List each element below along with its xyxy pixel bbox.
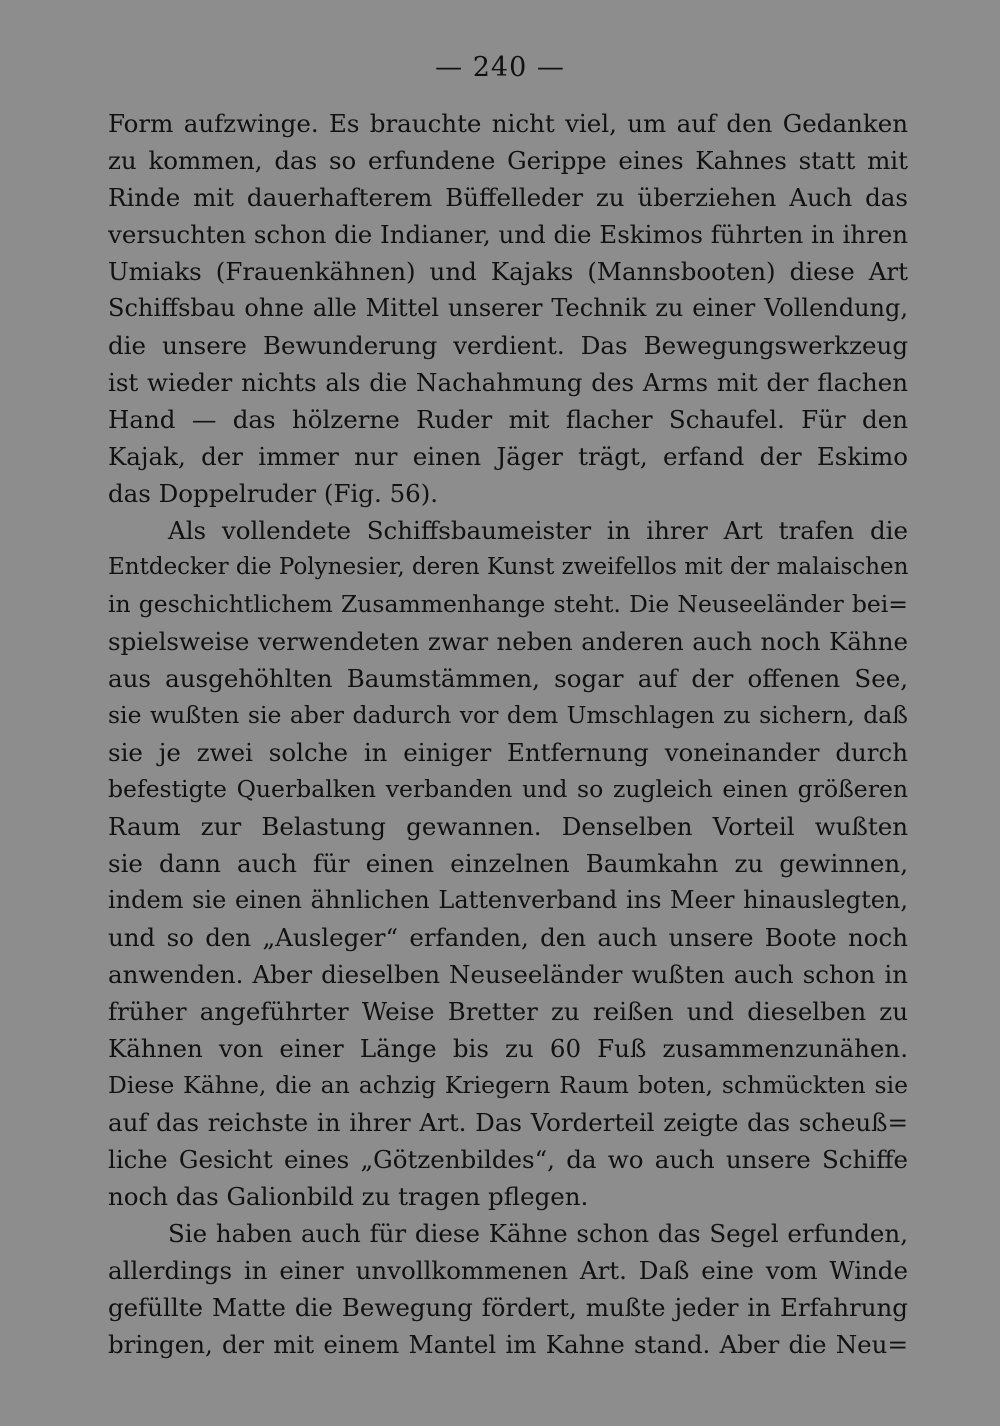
- text-line: bringen, der mit einem Mantel im Kahne stand. Aber die Neu=: [108, 1330, 908, 1359]
- text-line: befestigte Querbalken verbanden und so zugleich einen größeren: [108, 775, 908, 803]
- text-line: indem sie einen ähnlichen Lattenverband ins Meer hinauslegten,: [108, 886, 908, 914]
- text-line: die unsere Bewunderung verdient. Das Bewegungswerkzeug: [108, 331, 908, 360]
- text-line: allerdings in einer unvollkommenen Art. Daß eine vom Winde: [108, 1256, 908, 1285]
- text-line: Entdecker die Polynesier, deren Kunst zweifellos mit der malaischen: [108, 554, 909, 580]
- text-line: ist wieder nichts als die Nachahmung des Arms mit der flachen: [108, 368, 908, 397]
- text-line: Hand — das hölzerne Ruder mit flacher Schaufel. Für den: [108, 405, 908, 434]
- text-line: früher angeführter Weise Bretter zu reißen und dieselben zu: [108, 997, 908, 1026]
- text-line: anwenden. Aber dieselben Neuseeländer wußten auch schon in: [108, 960, 908, 989]
- text-line: spielsweise verwendeten zwar neben anderen auch noch Kähne: [108, 627, 908, 656]
- text-line: noch das Galionbild zu tragen pflegen.: [108, 1182, 589, 1211]
- text-line: Form aufzwinge. Es brauchte nicht viel, um auf den Gedanken: [108, 109, 908, 138]
- text-line: und so den „Ausleger“ erfanden, den auch unsere Boote noch: [108, 923, 908, 952]
- text-line: aus ausgehöhlten Baumstämmen, sogar auf der offenen See,: [108, 664, 908, 693]
- text-line: liche Gesicht eines „Götzenbildes“, da wo auch unsere Schiffe: [108, 1145, 908, 1174]
- text-line: Kähnen von einer Länge bis zu 60 Fuß zusammenzunähen.: [108, 1034, 908, 1063]
- text-line: sie dann auch für einen einzelnen Baumkahn zu gewinnen,: [108, 849, 908, 878]
- text-line: gefüllte Matte die Bewegung fördert, mußte jeder in Erfahrung: [108, 1293, 908, 1322]
- text-line: Kajak, der immer nur einen Jäger trägt, erfand der Eskimo: [108, 442, 908, 471]
- text-line: sie je zwei solche in einiger Entfernung voneinander durch: [108, 738, 908, 767]
- text-line: das Doppelruder (Fig. 56).: [108, 479, 439, 508]
- page-number-header: — 240 —: [435, 52, 565, 83]
- text-line: auf das reichste in ihrer Art. Das Vorderteil zeigte das scheuß=: [108, 1108, 908, 1137]
- text-line: zu kommen, das so erfundene Gerippe eines Kahnes statt mit: [108, 146, 908, 175]
- text-line: versuchten schon die Indianer, und die Eskimos führten in ihren: [108, 220, 909, 249]
- text-line: Schiffsbau ohne alle Mittel unserer Technik zu einer Vollendung,: [108, 294, 908, 322]
- text-line: sie wußten sie aber dadurch vor dem Umschlagen zu sichern, daß: [108, 701, 908, 729]
- text-line: Sie haben auch für diese Kähne schon das Segel erfunden,: [168, 1219, 908, 1248]
- text-line: Als vollendete Schiffsbaumeister in ihrer Art trafen die: [168, 516, 908, 545]
- text-line: in geschichtlichem Zusammenhange steht. Die Neuseeländer bei=: [108, 590, 908, 618]
- body-text: [108, 105, 908, 1363]
- text-line: Diese Kähne, die an achzig Kriegern Raum boten, schmückten sie: [108, 1071, 908, 1099]
- text-line: Rinde mit dauerhafterem Büffelleder zu überziehen Auch das: [108, 183, 908, 212]
- text-line: Umiaks (Frauenkähnen) und Kajaks (Mannsbooten) diese Art: [108, 257, 908, 286]
- text-line: Raum zur Belastung gewannen. Denselben Vorteil wußten: [108, 812, 908, 841]
